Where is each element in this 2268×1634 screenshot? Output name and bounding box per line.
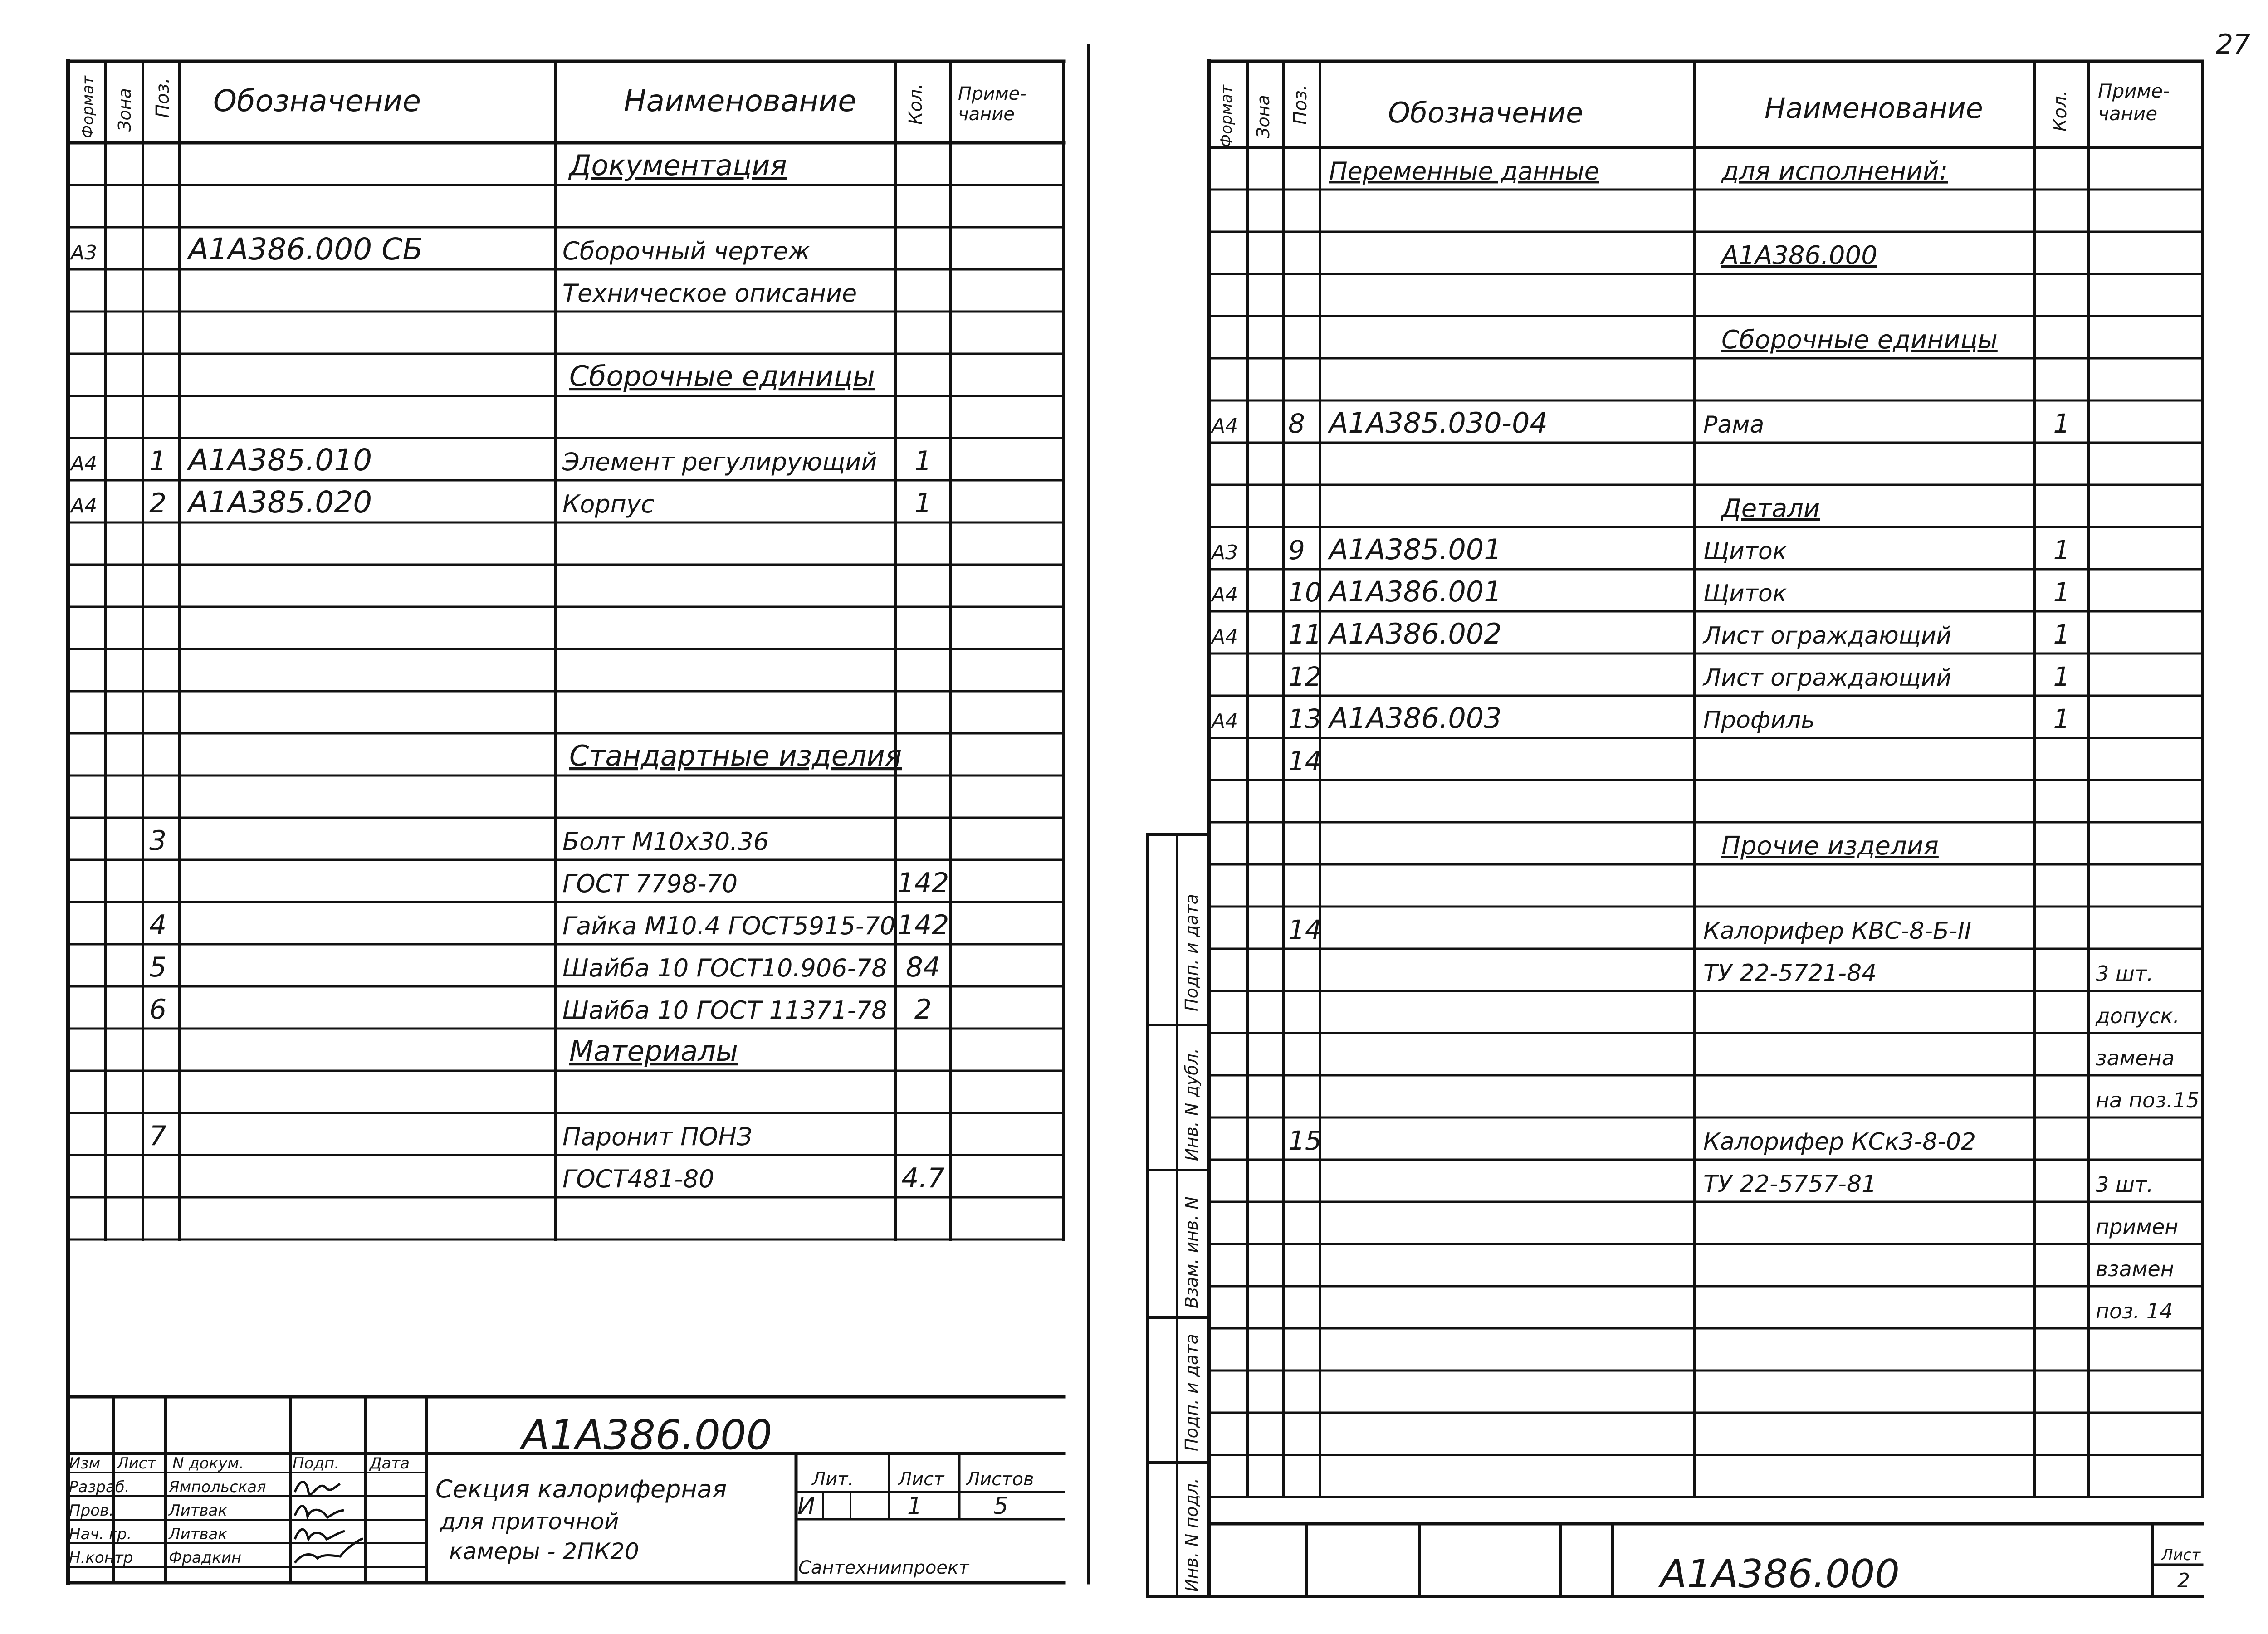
row-qty: 1 — [2053, 577, 2070, 608]
right-stamp-sheet-label: Лист — [2161, 1546, 2201, 1564]
header-note-2: чание — [958, 104, 1015, 125]
row-pos: 7 — [149, 1120, 167, 1152]
header-designation: Обозначение — [1388, 96, 1584, 129]
side-stamp — [1182, 894, 1202, 1592]
col-list: Лист — [117, 1454, 156, 1473]
row-qty: 1 — [2053, 619, 2070, 650]
role-person: Литвак — [169, 1502, 227, 1520]
left-table-header — [79, 75, 1026, 138]
role-person: Ямпольская — [169, 1478, 266, 1496]
title-line-2: для приточной — [440, 1508, 619, 1535]
title-line-3: камеры - 2ПК20 — [449, 1538, 639, 1565]
row-pos: 2 — [149, 488, 167, 519]
row-qty: 1 — [914, 488, 932, 519]
page-number: 27 — [2216, 29, 2251, 60]
sheets-label: Листов — [966, 1469, 1034, 1490]
right-spec-table — [1210, 156, 2200, 1323]
side-stamp-label: Инв. N подл. — [1182, 1478, 1202, 1592]
row-designation: А1А386.003 — [1329, 702, 1502, 735]
row-name: Сборочные единицы — [569, 360, 875, 393]
row-note: взамен — [2096, 1257, 2174, 1281]
row-name: Детали — [1721, 494, 1820, 523]
row-name: А1А386.000 — [1721, 241, 1877, 270]
row-pos: 8 — [1288, 408, 1305, 439]
row-name: Шайба 10 ГОСТ10.906-78 — [562, 954, 887, 982]
row-format: А4 — [71, 494, 98, 517]
row-qty: 4.7 — [901, 1162, 945, 1194]
header-pos: Поз. — [152, 78, 173, 118]
col-podp: Подп. — [293, 1454, 339, 1473]
header-zone: Зона — [1253, 95, 1273, 138]
row-qty: 1 — [2053, 408, 2070, 439]
row-name: Материалы — [569, 1034, 738, 1068]
sheet-label: Лист — [898, 1469, 944, 1490]
row-format: А4 — [1212, 625, 1238, 649]
row-pos: 15 — [1288, 1125, 1322, 1156]
row-pos: 5 — [149, 951, 167, 983]
right-bottom-stamp — [1658, 1546, 2201, 1597]
header-name: Наименование — [1765, 92, 1983, 125]
role-person: Литвак — [169, 1525, 227, 1543]
row-name: ТУ 22-5757-81 — [1703, 1171, 1877, 1198]
row-pos: 14 — [1288, 914, 1322, 945]
row-qty: 84 — [905, 951, 941, 983]
row-qty: 1 — [2053, 661, 2070, 692]
row-name: Элемент регулирующий — [562, 448, 877, 476]
signature — [295, 1482, 363, 1563]
row-name: Профиль — [1703, 707, 1815, 734]
header-pos: Поз. — [1290, 84, 1311, 125]
row-designation: А1А386.001 — [1329, 575, 1502, 608]
row-name: для исполнений: — [1721, 156, 1948, 186]
col-ndok: N докум. — [172, 1454, 244, 1473]
row-name: ГОСТ 7798-70 — [562, 869, 738, 898]
row-pos: 14 — [1288, 746, 1322, 776]
side-stamp-label: Подп. и дата — [1182, 1334, 1202, 1451]
row-qty: 2 — [914, 994, 932, 1025]
row-name: Рама — [1703, 411, 1765, 439]
row-name: Сборочные единицы — [1721, 325, 1998, 355]
row-name: Лист ограждающий — [1703, 664, 1952, 692]
side-stamp-label: Инв. N дубл. — [1182, 1048, 1202, 1161]
header-qty: Кол. — [905, 83, 926, 125]
role-label: Пров. — [69, 1502, 114, 1520]
row-pos: 6 — [149, 994, 167, 1025]
row-name: Калорифер КВС-8-Б-II — [1703, 917, 1972, 945]
row-name: Стандартные изделия — [569, 739, 902, 772]
row-name: Щиток — [1703, 538, 1787, 565]
row-format: А4 — [1212, 583, 1238, 606]
lit-label: Лит. — [812, 1469, 854, 1490]
role-label: Разраб. — [69, 1478, 130, 1496]
row-qty: 142 — [897, 867, 949, 899]
row-format: А4 — [1212, 415, 1238, 438]
header-qty: Кол. — [2050, 90, 2071, 132]
row-pos: 3 — [149, 825, 167, 857]
row-designation: А1А385.001 — [1329, 533, 1502, 566]
row-pos: 13 — [1288, 703, 1322, 734]
row-name: Щиток — [1703, 580, 1787, 607]
role-label: Нач. гр. — [69, 1525, 132, 1543]
row-format: А4 — [1212, 710, 1238, 733]
right-stamp-code: А1А386.000 — [1660, 1551, 1900, 1597]
row-name: Документация — [569, 149, 787, 182]
row-note: на поз.15 — [2096, 1088, 2200, 1112]
row-note: замена — [2096, 1046, 2175, 1070]
row-format: А3 — [71, 241, 98, 264]
row-pos: 4 — [149, 909, 167, 941]
row-pos: 9 — [1288, 535, 1305, 566]
row-name: ТУ 22-5721-84 — [1703, 960, 1877, 987]
row-designation: Переменные данные — [1329, 157, 1599, 185]
row-name: Прочие изделия — [1721, 831, 1939, 861]
row-name: Гайка М10.4 ГОСТ5915-70 — [562, 912, 896, 940]
row-name: Лист ограждающий — [1703, 622, 1952, 649]
organization: Сантехниипроект — [798, 1557, 969, 1578]
side-stamp-label: Взам. инв. N — [1182, 1196, 1202, 1308]
row-name: Сборочный чертеж — [562, 237, 811, 265]
row-pos: 10 — [1288, 577, 1322, 608]
header-name: Наименование — [624, 83, 856, 118]
row-note: 3 шт. — [2096, 961, 2154, 986]
row-name: Болт М10х30.36 — [562, 827, 769, 856]
row-name: Корпус — [562, 490, 655, 518]
header-note-1: Приме- — [2098, 80, 2170, 102]
sheets-value: 5 — [993, 1493, 1009, 1520]
side-stamp-label: Подп. и дата — [1182, 894, 1202, 1011]
header-note-2: чание — [2098, 102, 2158, 125]
row-designation: А1А385.020 — [188, 485, 372, 520]
col-data: Дата — [370, 1454, 410, 1473]
left-spec-table — [69, 149, 949, 1194]
row-designation: А1А386.002 — [1329, 617, 1502, 650]
row-pos: 1 — [149, 445, 167, 477]
row-qty: 1 — [2053, 535, 2070, 566]
title-line-1: Секция калориферная — [435, 1475, 727, 1503]
row-pos: 12 — [1288, 661, 1322, 692]
row-designation: А1А386.000 СБ — [188, 232, 423, 267]
col-izm: Изм — [69, 1454, 101, 1473]
role-label: Н.контр — [69, 1549, 133, 1567]
header-format: Формат — [1217, 85, 1236, 147]
row-designation: А1А385.010 — [188, 443, 372, 478]
row-name: Техническое описание — [562, 279, 857, 307]
row-pos: 11 — [1288, 619, 1322, 650]
row-name: ГОСТ481-80 — [562, 1165, 714, 1193]
row-name: Шайба 10 ГОСТ 11371-78 — [562, 996, 887, 1024]
header-designation: Обозначение — [213, 83, 421, 118]
lit-value: И — [797, 1493, 815, 1520]
row-qty: 142 — [897, 909, 949, 941]
row-note: поз. 14 — [2096, 1299, 2173, 1323]
row-name: Калорифер КСк3-8-02 — [1703, 1128, 1976, 1156]
role-person: Фрадкин — [169, 1549, 242, 1567]
row-note: 3 шт. — [2096, 1172, 2154, 1197]
row-qty: 1 — [2053, 703, 2070, 734]
row-format: А4 — [71, 452, 98, 475]
sheet-value: 1 — [907, 1493, 923, 1520]
row-qty: 1 — [914, 445, 932, 477]
header-zone: Зона — [115, 88, 135, 132]
header-note-1: Приме- — [958, 83, 1026, 104]
header-format: Формат — [79, 76, 97, 138]
right-stamp-sheet-value: 2 — [2177, 1569, 2190, 1592]
row-designation: А1А385.030-04 — [1329, 406, 1548, 439]
title-block-code: А1А386.000 — [522, 1411, 772, 1459]
row-format: А3 — [1212, 541, 1238, 564]
row-note: примен — [2096, 1215, 2179, 1239]
row-note: допуск. — [2096, 1004, 2180, 1028]
row-name: Паронит ПОНЗ — [562, 1122, 753, 1151]
